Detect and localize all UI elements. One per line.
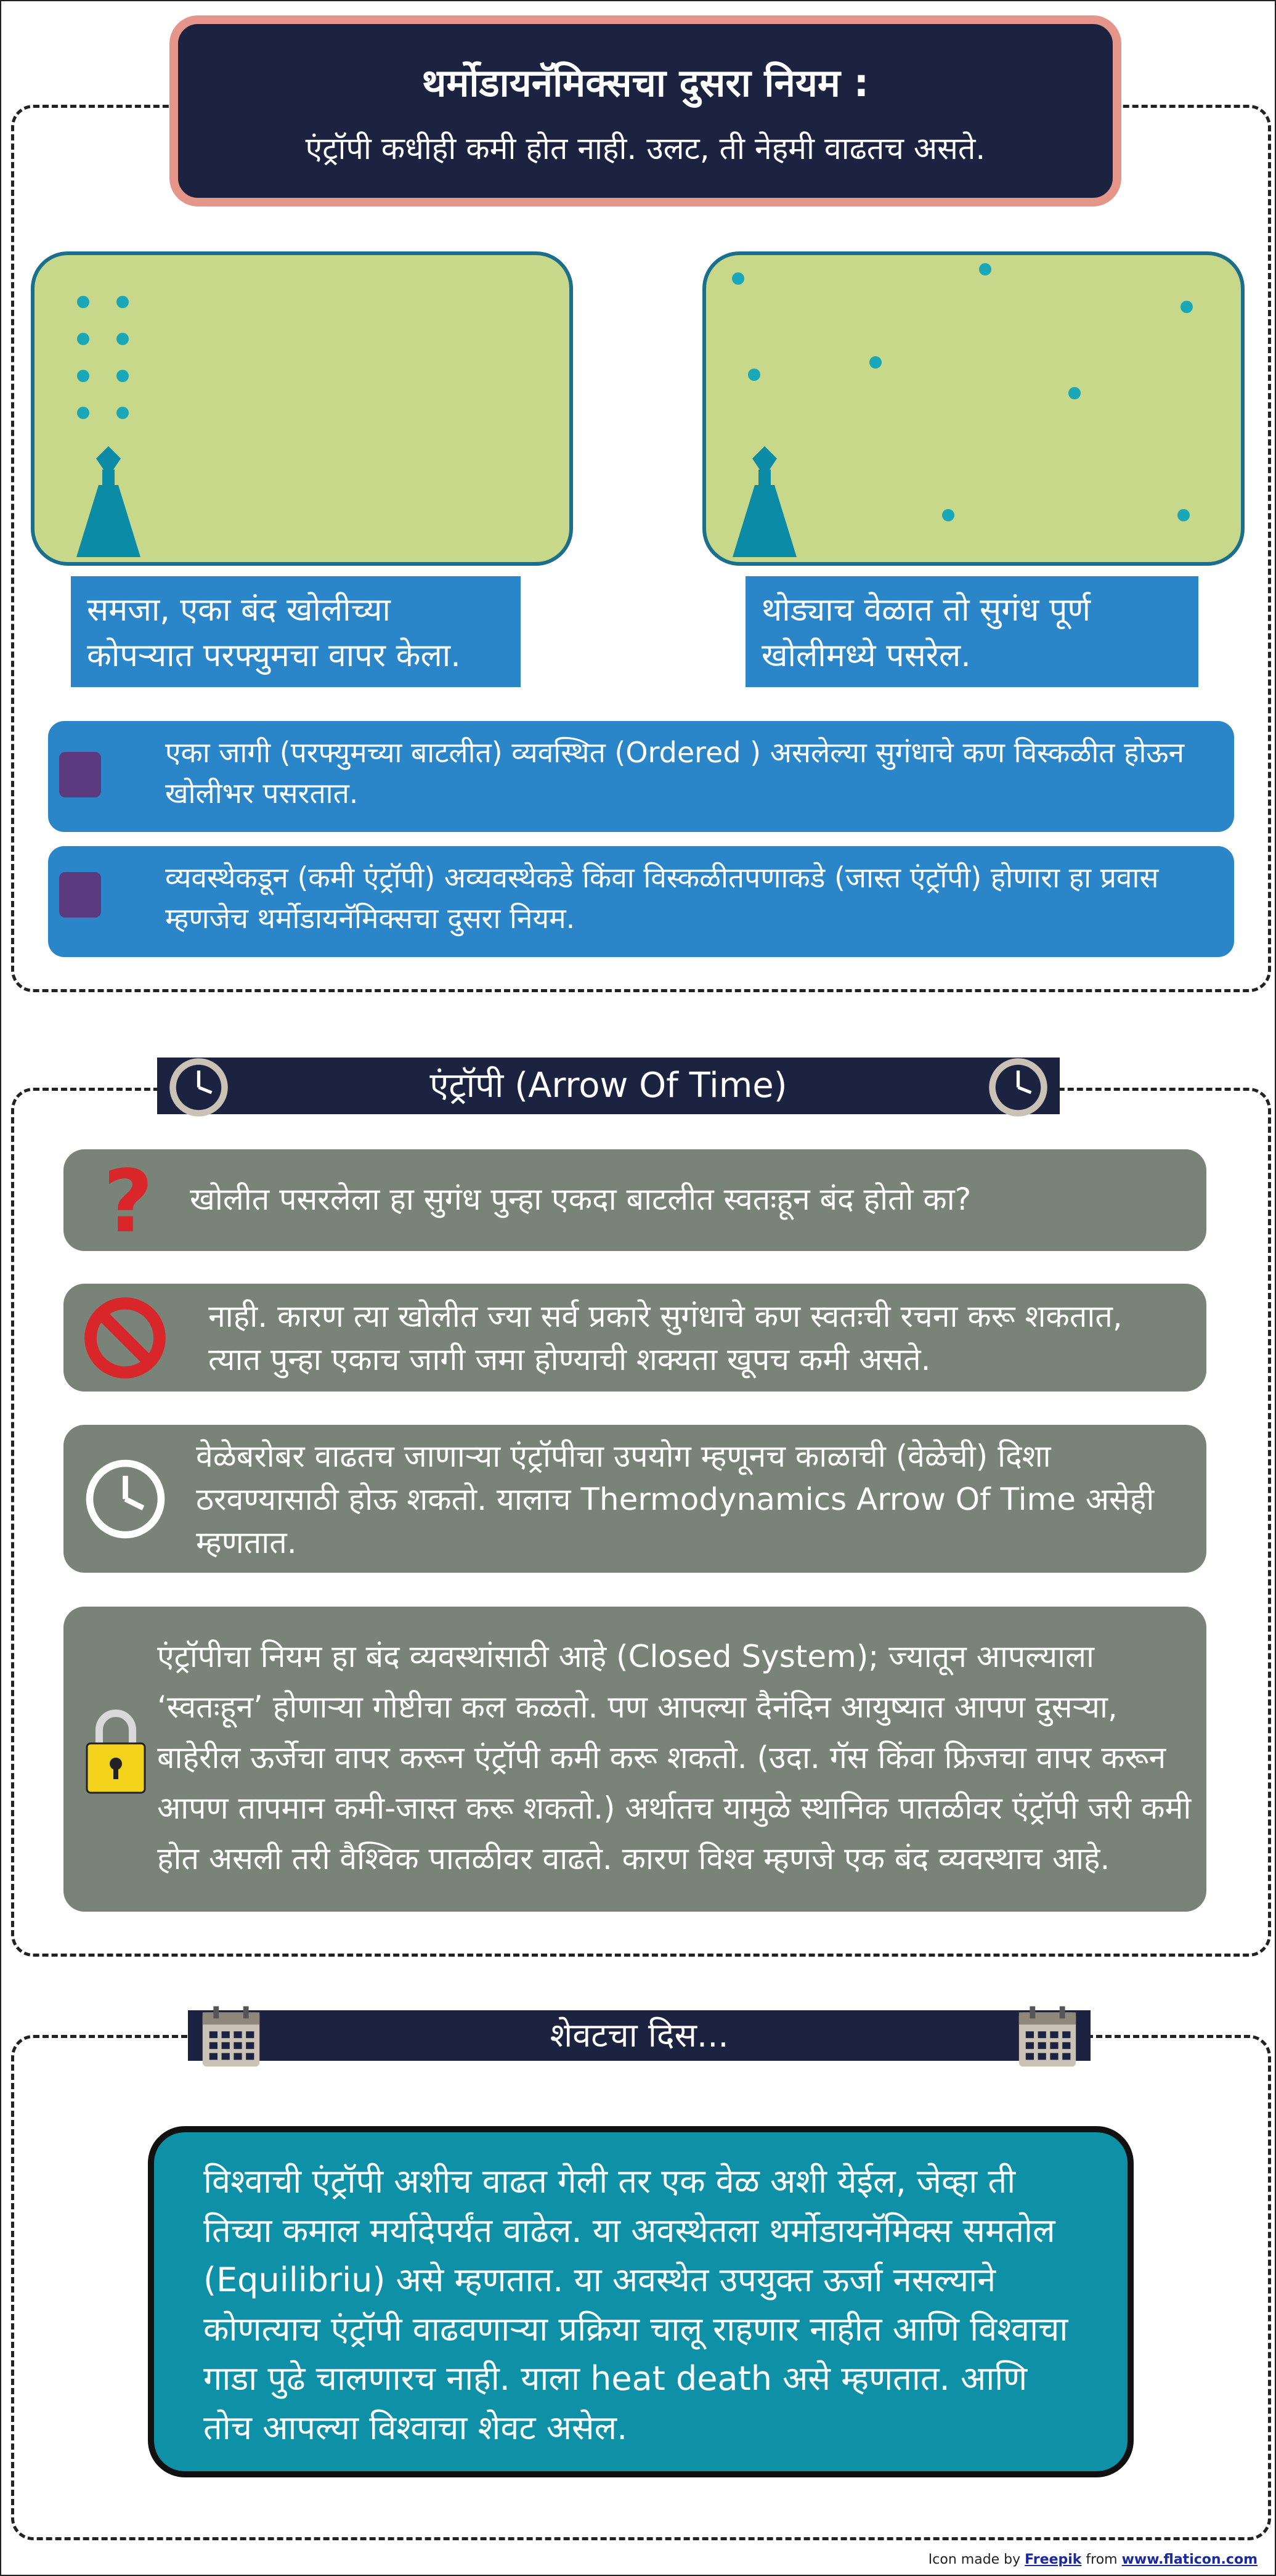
section-header-last-day	[188, 2010, 1091, 2061]
heat-death-text: विश्वाची एंट्रॉपी अशीच वाढत गेली तर एक वेळ अशी येईल, जेव्हा ती तिच्या कमाल मर्यादेपर्यंत वाढेल. या अवस्थेतला थर्मोडायनॅमिक्स समतोल (Equilibriu) असे म्हणतात. या अवस्थेत उपयुक्त ऊर्जा नसल्याने कोणत्याच एंट्रॉपी वाढवणाऱ्या प्रक्रिया चालू राहणार नाहीत आणि विश्वाचा गाडा पुढे चालणारच नाही. याला heat death असे म्हणतात. आणि तोच आपल्या विश्वाचा शेवट असेल.	[203, 2162, 1068, 2447]
scent-particle	[979, 263, 991, 275]
room-caption-right	[746, 576, 1198, 687]
svg-text:?: ?	[103, 1160, 153, 1241]
room-caption-left-text: समजा, एका बंद खोलीच्या कोपऱ्यात परफ्युमचा वापर केला.	[87, 592, 461, 674]
credit-author-link[interactable]: Freepik	[1025, 2552, 1082, 2567]
page-title: थर्मोडायनॅमिक्सचा दुसरा नियम :	[421, 60, 869, 105]
page-subtitle: एंट्रॉपी कधीही कमी होत नाही. उलट, ती नेहमी वाढतच असते.	[305, 131, 986, 166]
credit-site-link[interactable]: www.flaticon.com	[1121, 2552, 1258, 2567]
card-text: खोलीत पसरलेला हा सुगंध पुन्हा एकदा बाटलीत स्वतःहून बंद होतो का?	[190, 1181, 972, 1217]
scent-particle	[732, 272, 744, 285]
section-title: एंट्रॉपी (Arrow Of Time)	[429, 1066, 787, 1106]
question-icon	[100, 1160, 156, 1241]
room-caption-left	[71, 576, 521, 687]
scent-particle	[116, 333, 129, 345]
card-question	[63, 1149, 1206, 1251]
card-arrow-of-time	[63, 1425, 1206, 1573]
scent-particle	[116, 296, 129, 308]
scent-particle	[77, 333, 89, 345]
room-caption-right-text: थोड्याच वेळात तो सुगंध पूर्ण खोलीमध्ये पसरेल.	[762, 592, 1091, 674]
credit-prefix: Icon made by	[928, 2552, 1021, 2567]
icon-credit	[929, 2552, 1258, 2567]
bullet-square-icon	[59, 872, 101, 918]
scent-particle	[116, 370, 129, 382]
card-text: नाही. कारण त्या खोलीत ज्या सर्व प्रकारे सुगंधाचे कण स्वतःची रचना करू शकतात, त्यात पुन्हा एकाच जागी जमा होण्याची शक्यता खूपच कमी असते.	[208, 1298, 1123, 1377]
card-answer	[63, 1284, 1206, 1392]
section-header-arrow-of-time	[157, 1058, 1060, 1114]
info-bar-text: एका जागी (परफ्युमच्या बाटलीत) व्यवस्थित (Ordered ) असलेल्या सुगंधाचे कण विस्कळीत होऊन खोलीभर पसरतात.	[165, 736, 1185, 810]
scent-particle	[116, 407, 129, 419]
calendar-icon	[1014, 2003, 1081, 2071]
scent-particle	[1068, 387, 1081, 399]
card-text: एंट्रॉपीचा नियम हा बंद व्यवस्थांसाठी आहे (Closed System); ज्यातून आपल्याला ‘स्वतःहून’ होणाऱ्या गोष्टीचा कल कळतो. पण आपल्या दैनंदिन आयुष्यात आपण दुसऱ्या, बाहेरील ऊर्जेचा वापर करून एंट्रॉपी कमी करू शकतो. (उदा. गॅस किंवा फ्रिजचा वापर करून आपण तापमान कमी-जास्त करू शकतो.) अर्थातच यामुळे स्थानिक पातळीवर एंट्रॉपी जरी कमी होत असली तरी वैश्विक पातळीवर वाढते. कारण विश्व म्हणजे एक बंद व्यवस्थाच आहे.	[157, 1639, 1192, 1877]
lock-icon	[82, 1705, 150, 1798]
room-panel-ordered	[31, 251, 573, 566]
title-banner	[169, 15, 1121, 206]
scent-particle	[1181, 301, 1193, 313]
scent-particle	[77, 370, 89, 382]
perfume-bottle-icon	[728, 440, 802, 563]
card-closed-system	[63, 1607, 1206, 1912]
clock-icon	[986, 1055, 1050, 1120]
info-bar-ordered	[48, 721, 1234, 832]
credit-from: from	[1086, 2552, 1118, 2567]
scent-particle	[77, 407, 89, 419]
card-text: वेळेबरोबर वाढतच जाणाऱ्या एंट्रॉपीचा उपयोग म्हणूनच काळाची (वेळेची) दिशा ठरवण्यासाठी होऊ शकतो. यालाच Thermodynamics Arrow Of Time असेही म्हणतात.	[196, 1438, 1155, 1560]
info-bar-text: व्यवस्थेकडून (कमी एंट्रॉपी) अव्यवस्थेकडे किंवा विस्कळीतपणाकडे (जास्त एंट्रॉपी) होणारा हा प्रवास म्हणजेच थर्मोडायनॅमिक्सचा दुसरा नियम.	[165, 861, 1159, 935]
no-entry-icon	[82, 1295, 168, 1381]
perfume-bottle-icon	[71, 440, 145, 563]
scent-particle	[869, 356, 882, 369]
room-panel-diffused	[702, 251, 1245, 566]
scent-particle	[1177, 509, 1190, 521]
scent-particle	[748, 369, 760, 381]
calendar-icon	[197, 2003, 265, 2071]
section-title: शेवटचा दिस...	[550, 2016, 729, 2055]
scent-particle	[77, 296, 89, 308]
scent-particle	[942, 509, 954, 521]
clock-icon	[166, 1055, 231, 1120]
bullet-square-icon	[59, 752, 101, 797]
clock-icon	[81, 1454, 170, 1544]
info-bar-second-law	[48, 846, 1234, 957]
heat-death-box	[148, 2126, 1134, 2477]
